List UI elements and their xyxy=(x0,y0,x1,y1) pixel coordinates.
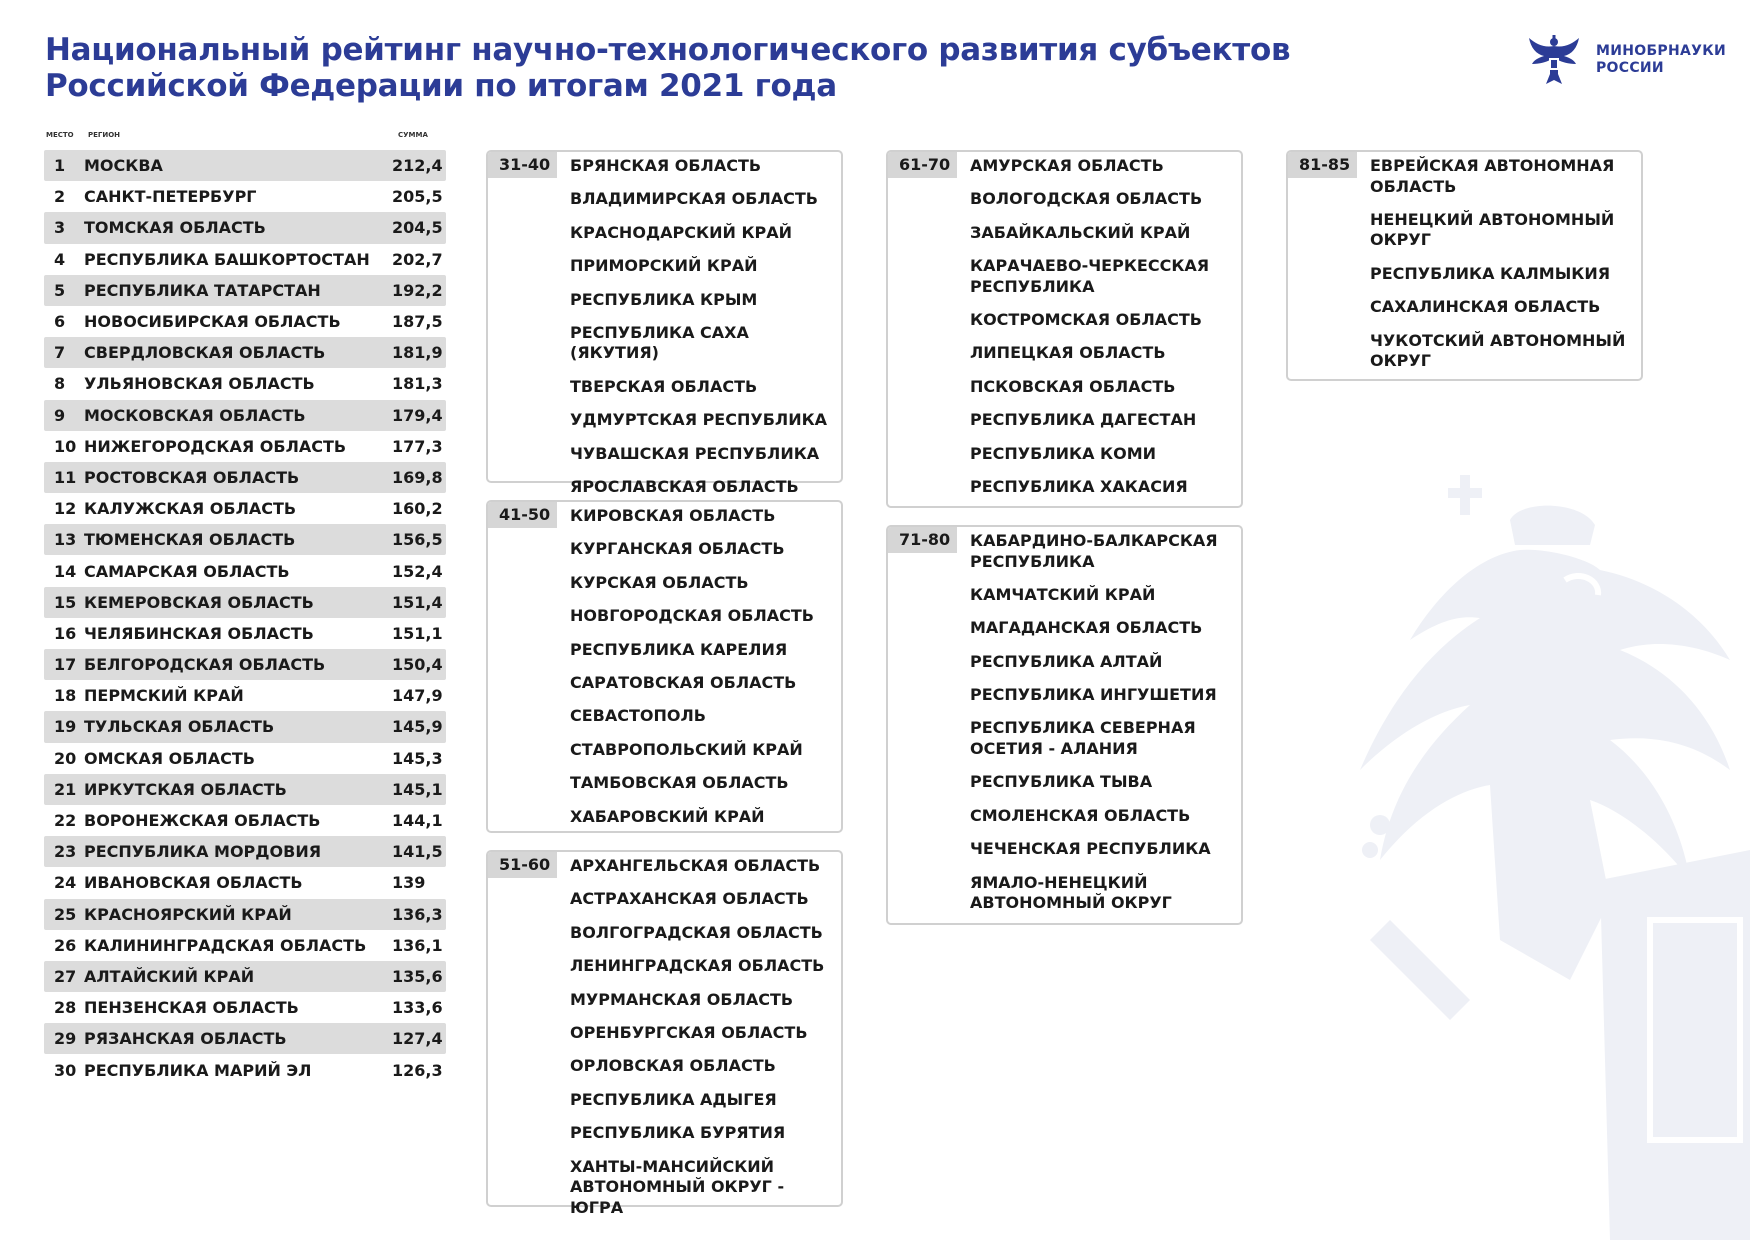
rank-score: 192,2 xyxy=(392,280,443,300)
rank-place: 5 xyxy=(54,280,66,300)
eagle-emblem-icon xyxy=(1526,34,1582,86)
rank-place: 26 xyxy=(54,935,77,955)
rank-score: 181,9 xyxy=(392,343,443,363)
list-item: КИРОВСКАЯ ОБЛАСТЬ xyxy=(570,506,776,525)
rank-region: БЕЛГОРОДСКАЯ ОБЛАСТЬ xyxy=(84,655,326,675)
rank-place: 9 xyxy=(54,405,66,425)
rank-place: 10 xyxy=(54,436,77,456)
rank-place: 4 xyxy=(54,249,66,269)
list-item: ЧЕЧЕНСКАЯ РЕСПУБЛИКА xyxy=(970,839,1211,859)
rank-score: 160,2 xyxy=(392,499,443,519)
rank-place: 27 xyxy=(54,966,77,986)
list-item: РЕСПУБЛИКА АЛТАЙ xyxy=(970,651,1163,671)
list-item: МУРМАНСКАЯ ОБЛАСТЬ xyxy=(570,989,794,1009)
list-item: ЯРОСЛАВСКАЯ ОБЛАСТЬ xyxy=(570,477,799,497)
rank-score: 177,3 xyxy=(392,436,443,456)
rank-score: 145,3 xyxy=(392,748,443,768)
rank-region: ИВАНОВСКАЯ ОБЛАСТЬ xyxy=(84,873,303,893)
group-range-label: 41-50 xyxy=(488,502,557,528)
logo-text-line-2: РОССИИ xyxy=(1596,60,1664,76)
rank-region: КРАСНОЯРСКИЙ КРАЙ xyxy=(84,904,292,924)
rank-place: 14 xyxy=(54,561,77,581)
rank-score: 145,9 xyxy=(392,717,443,737)
list-item: ТВЕРСКАЯ ОБЛАСТЬ xyxy=(570,376,758,396)
table-row xyxy=(44,337,446,368)
rank-score: 126,3 xyxy=(392,1060,443,1080)
table-row xyxy=(44,649,446,680)
list-item: КРАСНОДАРСКИЙ КРАЙ xyxy=(570,222,793,242)
list-item: АМУРСКАЯ ОБЛАСТЬ xyxy=(970,156,1164,175)
header-region: РЕГИОН xyxy=(88,131,121,139)
logo-text xyxy=(1596,43,1726,77)
rank-region: КАЛУЖСКАЯ ОБЛАСТЬ xyxy=(84,499,297,519)
rank-place: 23 xyxy=(54,842,77,862)
table-row xyxy=(44,680,446,711)
table-row xyxy=(44,805,446,836)
group-81-85 xyxy=(1286,150,1643,381)
table-row xyxy=(44,555,446,586)
rank-place: 16 xyxy=(54,623,77,643)
rank-region: РЕСПУБЛИКА БАШКОРТОСТАН xyxy=(84,249,370,269)
list-item: КАБАРДИНО-БАЛКАРСКАЯ РЕСПУБЛИКА xyxy=(970,531,1218,571)
group-region-list xyxy=(488,852,841,1218)
list-item: РЕСПУБЛИКА СЕВЕРНАЯ ОСЕТИЯ - АЛАНИЯ xyxy=(970,718,1196,758)
rank-place: 20 xyxy=(54,748,77,768)
rank-region: РЕСПУБЛИКА ТАТАРСТАН xyxy=(84,280,321,300)
list-item: ЕВРЕЙСКАЯ АВТОНОМНАЯ ОБЛАСТЬ xyxy=(1370,156,1615,196)
rank-score: 136,3 xyxy=(392,904,443,924)
list-item: УДМУРТСКАЯ РЕСПУБЛИКА xyxy=(570,410,828,430)
list-item: РЕСПУБЛИКА КОМИ xyxy=(970,443,1157,463)
rank-region: РОСТОВСКАЯ ОБЛАСТЬ xyxy=(84,467,300,487)
table-row xyxy=(44,493,446,524)
rank-score: 151,1 xyxy=(392,623,443,643)
rank-region: ВОРОНЕЖСКАЯ ОБЛАСТЬ xyxy=(84,811,321,830)
table-row xyxy=(44,244,446,275)
list-item: САХАЛИНСКАЯ ОБЛАСТЬ xyxy=(1370,297,1601,317)
rank-score: 204,5 xyxy=(392,218,443,238)
rank-place: 19 xyxy=(54,717,77,737)
rank-score: 141,5 xyxy=(392,842,443,862)
table-row xyxy=(44,774,446,805)
list-item: ВОЛГОГРАДСКАЯ ОБЛАСТЬ xyxy=(570,922,823,942)
group-71-80 xyxy=(886,525,1243,925)
rank-region: ПЕРМСКИЙ КРАЙ xyxy=(84,686,244,706)
table-row xyxy=(44,743,446,774)
rank-place: 22 xyxy=(54,811,77,830)
list-item: ОРЛОВСКАЯ ОБЛАСТЬ xyxy=(570,1056,776,1076)
rank-place: 15 xyxy=(54,592,77,612)
rank-place: 28 xyxy=(54,998,77,1018)
table-row xyxy=(44,431,446,462)
group-41-50 xyxy=(486,500,843,833)
rank-score: 187,5 xyxy=(392,312,443,331)
list-item: ВОЛОГОДСКАЯ ОБЛАСТЬ xyxy=(970,189,1203,209)
table-row xyxy=(44,618,446,649)
group-range-label: 51-60 xyxy=(488,852,557,878)
group-range-label: 31-40 xyxy=(488,152,557,178)
page-title-line-2: Российской Федерации по итогам 2021 года xyxy=(45,68,837,104)
table-row xyxy=(44,400,446,431)
rank-region: АЛТАЙСКИЙ КРАЙ xyxy=(84,966,255,986)
table-row xyxy=(44,587,446,618)
list-item: СЕВАСТОПОЛЬ xyxy=(570,706,706,726)
table-row xyxy=(44,899,446,930)
rank-region: ЧЕЛЯБИНСКАЯ ОБЛАСТЬ xyxy=(84,623,314,643)
rank-place: 13 xyxy=(54,530,77,550)
table-row xyxy=(44,524,446,555)
list-item: ПРИМОРСКИЙ КРАЙ xyxy=(570,256,758,276)
list-item: ХАНТЫ-МАНСИЙСКИЙ АВТОНОМНЫЙ ОКРУГ - ЮГРА xyxy=(570,1156,785,1217)
rank-region: РЕСПУБЛИКА МАРИЙ ЭЛ xyxy=(84,1060,312,1080)
group-range-label: 61-70 xyxy=(888,152,957,178)
rank-region: МОСКВА xyxy=(84,156,163,176)
table-row xyxy=(44,181,446,212)
rank-place: 25 xyxy=(54,904,77,924)
list-item: ЛИПЕЦКАЯ ОБЛАСТЬ xyxy=(970,343,1166,363)
list-item: КУРСКАЯ ОБЛАСТЬ xyxy=(570,572,749,592)
list-item: РЕСПУБЛИКА ИНГУШЕТИЯ xyxy=(970,685,1217,705)
list-item: СМОЛЕНСКАЯ ОБЛАСТЬ xyxy=(970,805,1191,825)
list-item: КАМЧАТСКИЙ КРАЙ xyxy=(970,584,1156,604)
rank-score: 133,6 xyxy=(392,998,443,1018)
list-item: РЕСПУБЛИКА КАРЕЛИЯ xyxy=(570,639,788,659)
list-item: СТАВРОПОЛЬСКИЙ КРАЙ xyxy=(570,739,803,759)
rank-place: 6 xyxy=(54,312,66,331)
ministry-logo xyxy=(1526,34,1726,86)
group-51-60 xyxy=(486,850,843,1217)
rank-region: МОСКОВСКАЯ ОБЛАСТЬ xyxy=(84,405,306,425)
list-item: ЛЕНИНГРАДСКАЯ ОБЛАСТЬ xyxy=(570,956,825,976)
rank-score: 136,1 xyxy=(392,935,443,955)
logo-text-line-1: МИНОБРНАУКИ xyxy=(1596,43,1727,59)
rank-place: 2 xyxy=(54,187,66,207)
rank-place: 29 xyxy=(54,1029,77,1049)
table-row xyxy=(44,275,446,306)
table-row xyxy=(44,150,446,181)
rank-region: ТЮМЕНСКАЯ ОБЛАСТЬ xyxy=(84,530,296,550)
list-item: ТАМБОВСКАЯ ОБЛАСТЬ xyxy=(570,773,789,793)
table-row xyxy=(44,462,446,493)
list-item: ЗАБАЙКАЛЬСКИЙ КРАЙ xyxy=(970,222,1191,242)
rank-score: 212,4 xyxy=(392,156,443,176)
page-title xyxy=(45,32,1395,104)
page-title-line-1: Национальный рейтинг научно-технологического развития субъектов xyxy=(45,32,1291,68)
table-row xyxy=(44,961,446,992)
rank-place: 3 xyxy=(54,218,66,238)
rank-place: 24 xyxy=(54,873,77,893)
list-item: БРЯНСКАЯ ОБЛАСТЬ xyxy=(570,156,762,175)
rank-place: 21 xyxy=(54,779,77,799)
rank-score: 151,4 xyxy=(392,592,443,612)
group-31-40 xyxy=(486,150,843,497)
table-row xyxy=(44,836,446,867)
rank-score: 145,1 xyxy=(392,779,443,799)
rank-region: НИЖЕГОРОДСКАЯ ОБЛАСТЬ xyxy=(84,436,347,456)
list-item: КОСТРОМСКАЯ ОБЛАСТЬ xyxy=(970,310,1202,330)
list-item: КАРАЧАЕВО-ЧЕРКЕССКАЯ РЕСПУБЛИКА xyxy=(970,256,1210,296)
rank-region: КЕМЕРОВСКАЯ ОБЛАСТЬ xyxy=(84,592,314,612)
rank-score: 202,7 xyxy=(392,249,443,269)
rank-region: САМАРСКАЯ ОБЛАСТЬ xyxy=(84,561,290,581)
list-item: РЕСПУБЛИКА ХАКАСИЯ xyxy=(970,477,1188,497)
list-item: МАГАДАНСКАЯ ОБЛАСТЬ xyxy=(970,618,1203,638)
rank-score: 169,8 xyxy=(392,467,443,487)
rank-place: 30 xyxy=(54,1060,77,1080)
rank-region: ОМСКАЯ ОБЛАСТЬ xyxy=(84,748,255,768)
list-item: РЕСПУБЛИКА ДАГЕСТАН xyxy=(970,410,1197,430)
list-item: РЕСПУБЛИКА КАЛМЫКИЯ xyxy=(1370,263,1611,283)
rank-region: ИРКУТСКАЯ ОБЛАСТЬ xyxy=(84,779,287,799)
rank-place: 1 xyxy=(54,156,66,176)
rank-region: РЕСПУБЛИКА МОРДОВИЯ xyxy=(84,842,322,862)
rank-score: 127,4 xyxy=(392,1029,443,1049)
group-range-label: 71-80 xyxy=(888,527,957,553)
table-row xyxy=(44,930,446,961)
table-row xyxy=(44,992,446,1023)
table-row xyxy=(44,867,446,898)
rank-score: 152,4 xyxy=(392,561,443,581)
list-item: САРАТОВСКАЯ ОБЛАСТЬ xyxy=(570,672,797,692)
rank-region: КАЛИНИНГРАДСКАЯ ОБЛАСТЬ xyxy=(84,935,367,955)
list-item: РЕСПУБЛИКА ТЫВА xyxy=(970,772,1153,792)
rank-region: ТОМСКАЯ ОБЛАСТЬ xyxy=(84,218,266,238)
group-region-list xyxy=(888,152,1241,498)
list-item: РЕСПУБЛИКА АДЫГЕЯ xyxy=(570,1089,777,1109)
rank-region: УЛЬЯНОВСКАЯ ОБЛАСТЬ xyxy=(84,374,315,394)
list-item: ЧУВАШСКАЯ РЕСПУБЛИКА xyxy=(570,443,820,463)
rank-region: РЯЗАНСКАЯ ОБЛАСТЬ xyxy=(84,1029,287,1049)
rank-score: 135,6 xyxy=(392,966,443,986)
group-region-list xyxy=(488,152,841,498)
table-row xyxy=(44,306,446,337)
rank-place: 17 xyxy=(54,655,77,675)
list-item: НОВГОРОДСКАЯ ОБЛАСТЬ xyxy=(570,606,814,626)
eagle-watermark-icon xyxy=(1350,380,1755,1240)
rank-score: 150,4 xyxy=(392,655,443,675)
rank-score: 144,1 xyxy=(392,811,443,830)
rank-score: 205,5 xyxy=(392,187,443,207)
rank-place: 12 xyxy=(54,499,77,519)
list-item: АСТРАХАНСКАЯ ОБЛАСТЬ xyxy=(570,889,809,909)
rank-score: 147,9 xyxy=(392,686,443,706)
table-row xyxy=(44,212,446,243)
list-item: ВЛАДИМИРСКАЯ ОБЛАСТЬ xyxy=(570,189,818,209)
table-row xyxy=(44,368,446,399)
rank-region: ТУЛЬСКАЯ ОБЛАСТЬ xyxy=(84,717,275,737)
table-row xyxy=(44,1054,446,1085)
header-place: МЕСТО xyxy=(46,131,74,139)
table-row xyxy=(44,711,446,742)
list-item: НЕНЕЦКИЙ АВТОНОМНЫЙ ОКРУГ xyxy=(1370,209,1615,250)
rank-place: 11 xyxy=(54,467,77,487)
group-61-70 xyxy=(886,150,1243,508)
group-region-list xyxy=(888,527,1241,914)
rank-score: 139 xyxy=(392,873,426,893)
rank-place: 8 xyxy=(54,374,66,394)
list-item: ЯМАЛО-НЕНЕЦКИЙ АВТОНОМНЫЙ ОКРУГ xyxy=(970,872,1172,913)
rank-score: 179,4 xyxy=(392,405,443,425)
rank-score: 156,5 xyxy=(392,530,443,550)
list-item: ХАБАРОВСКИЙ КРАЙ xyxy=(570,806,765,826)
rank-region: НОВОСИБИРСКАЯ ОБЛАСТЬ xyxy=(84,312,341,331)
rank-score: 181,3 xyxy=(392,374,443,394)
rank-place: 7 xyxy=(54,343,66,363)
rank-region: ПЕНЗЕНСКАЯ ОБЛАСТЬ xyxy=(84,998,299,1018)
list-item: АРХАНГЕЛЬСКАЯ ОБЛАСТЬ xyxy=(570,856,821,875)
header-sum: СУММА xyxy=(398,131,428,139)
list-item: РЕСПУБЛИКА БУРЯТИЯ xyxy=(570,1123,786,1143)
list-item: РЕСПУБЛИКА САХА (ЯКУТИЯ) xyxy=(570,322,749,363)
list-item: КУРГАНСКАЯ ОБЛАСТЬ xyxy=(570,539,785,559)
group-region-list xyxy=(488,502,841,827)
group-range-label: 81-85 xyxy=(1288,152,1357,178)
group-region-list xyxy=(1288,152,1641,372)
list-item: ЧУКОТСКИЙ АВТОНОМНЫЙ ОКРУГ xyxy=(1370,330,1626,371)
list-item: ОРЕНБУРГСКАЯ ОБЛАСТЬ xyxy=(570,1022,808,1042)
rank-region: САНКТ-ПЕТЕРБУРГ xyxy=(84,187,257,207)
list-item: РЕСПУБЛИКА КРЫМ xyxy=(570,289,758,309)
rank-place: 18 xyxy=(54,686,77,706)
list-item: ПСКОВСКАЯ ОБЛАСТЬ xyxy=(970,376,1176,396)
table-row xyxy=(44,1023,446,1054)
rank-region: СВЕРДЛОВСКАЯ ОБЛАСТЬ xyxy=(84,343,326,363)
ranking-table xyxy=(44,150,446,1086)
